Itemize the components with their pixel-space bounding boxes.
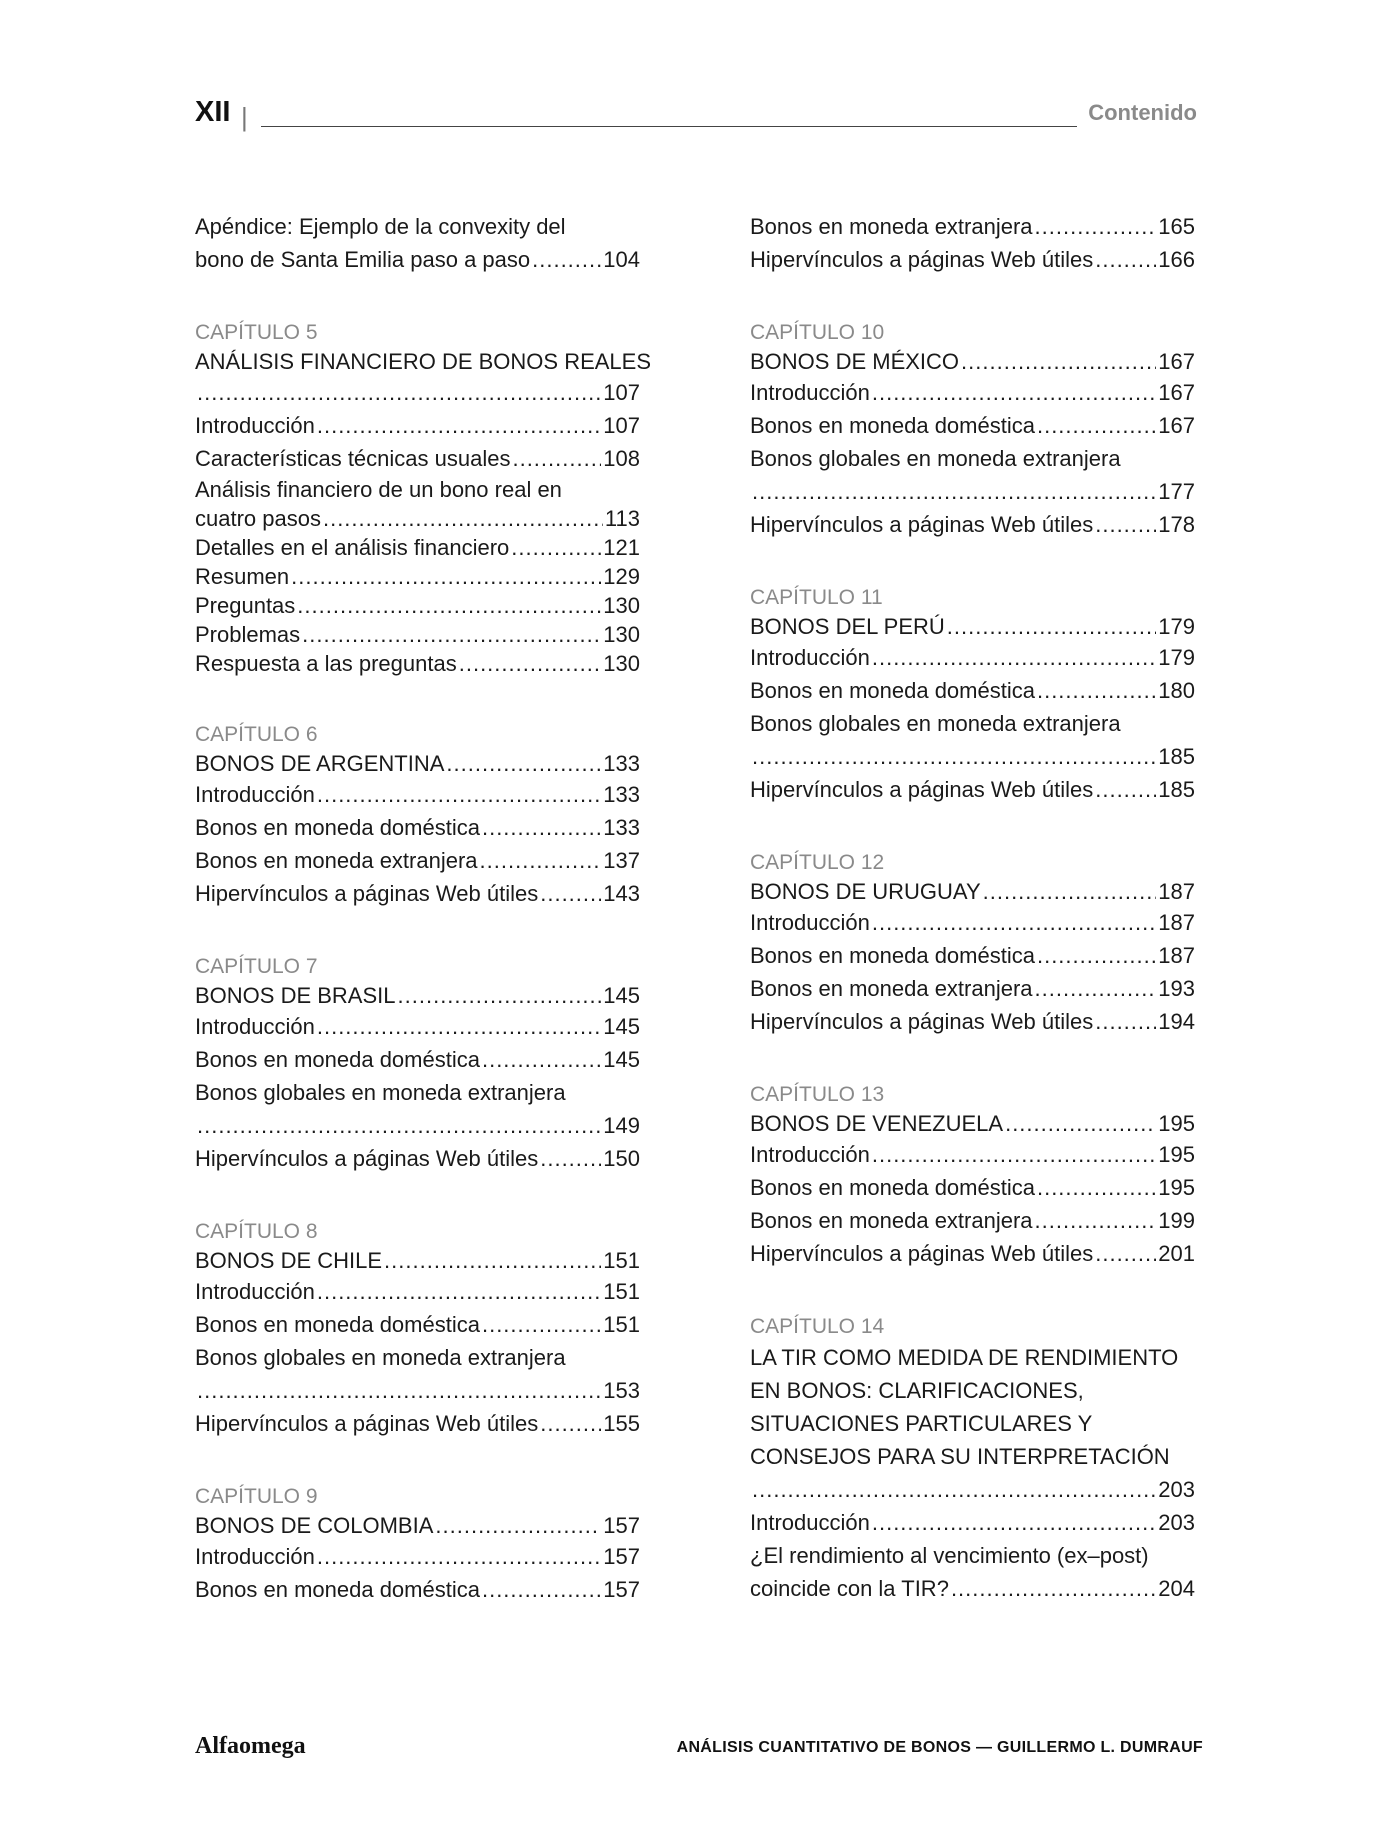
toc-entry[interactable] bbox=[195, 778, 640, 811]
entry-page: 153 bbox=[603, 1378, 640, 1403]
entry-title: Bonos en moneda doméstica bbox=[750, 943, 1035, 968]
dot-leader bbox=[872, 376, 1156, 409]
toc-block-chapter-14 bbox=[750, 1313, 1195, 1605]
toc-block-chapter-10 bbox=[750, 319, 1195, 541]
toc-block-chapter-9 bbox=[195, 1483, 640, 1606]
toc-entry[interactable] bbox=[750, 243, 1195, 276]
entry-page: 166 bbox=[1158, 247, 1195, 272]
entry-page: 185 bbox=[1158, 744, 1195, 769]
entry-title: Bonos en moneda extranjera bbox=[750, 1208, 1033, 1233]
entry-page: 137 bbox=[603, 848, 640, 873]
dot-leader bbox=[872, 641, 1156, 674]
entry-title: Bonos en moneda doméstica bbox=[750, 1175, 1035, 1200]
dot-leader bbox=[446, 749, 601, 778]
dot-leader bbox=[317, 778, 601, 811]
toc-entry[interactable] bbox=[195, 1275, 640, 1308]
chapter-label: CAPÍTULO 12 bbox=[750, 851, 885, 874]
entry-page: 104 bbox=[603, 247, 640, 272]
entry-page: 195 bbox=[1158, 1111, 1195, 1136]
entry-title: Introducción bbox=[195, 1544, 315, 1569]
entry-page: 187 bbox=[1158, 910, 1195, 935]
toc-entry[interactable] bbox=[195, 1540, 640, 1573]
toc-entry[interactable] bbox=[195, 1511, 640, 1540]
toc-entry[interactable] bbox=[750, 409, 1195, 442]
entry-page: 121 bbox=[603, 535, 640, 560]
chapter-title: CONSEJOS PARA SU INTERPRETACIÓN bbox=[750, 1444, 1170, 1469]
toc-entry[interactable] bbox=[750, 1572, 1195, 1605]
entry-title: Introducción bbox=[195, 1279, 315, 1304]
dot-leader bbox=[947, 612, 1156, 641]
header-rule bbox=[261, 126, 1077, 127]
toc-block-chapter-8 bbox=[195, 1218, 640, 1440]
dot-leader bbox=[1035, 1204, 1157, 1237]
entry-page: 187 bbox=[1158, 879, 1195, 904]
toc-entry[interactable] bbox=[195, 811, 640, 844]
entry-title: Preguntas bbox=[195, 593, 296, 618]
entry-page: 157 bbox=[603, 1513, 640, 1538]
chapter-label: CAPÍTULO 13 bbox=[750, 1083, 885, 1106]
dot-leader bbox=[317, 1540, 601, 1573]
toc-block-continued bbox=[750, 210, 1195, 276]
entry-page: 193 bbox=[1158, 976, 1195, 1001]
dot-leader bbox=[197, 1109, 601, 1142]
entry-title: cuatro pasos bbox=[195, 506, 321, 531]
chapter-label: CAPÍTULO 5 bbox=[195, 321, 318, 344]
entry-page: 178 bbox=[1158, 512, 1195, 537]
toc-entry[interactable] bbox=[750, 906, 1195, 939]
entry-title: Bonos en moneda extranjera bbox=[195, 848, 478, 873]
book-title-footer: ANÁLISIS CUANTITATIVO DE BONOS — GUILLERMO L. DUMRAUF bbox=[676, 1739, 1203, 1756]
dot-leader bbox=[540, 1142, 601, 1175]
dot-leader bbox=[323, 504, 603, 533]
entry-title: BONOS DE CHILE bbox=[195, 1248, 383, 1273]
toc-entry[interactable] bbox=[195, 1407, 640, 1440]
entry-title: Hipervínculos a páginas Web útiles bbox=[750, 247, 1094, 272]
entry-title: BONOS DE COLOMBIA bbox=[195, 1513, 434, 1538]
dot-leader bbox=[872, 1506, 1156, 1539]
entry-title: Hipervínculos a páginas Web útiles bbox=[195, 881, 539, 906]
entry-page: 151 bbox=[603, 1312, 640, 1337]
entry-page: 149 bbox=[603, 1113, 640, 1138]
dot-leader bbox=[540, 1407, 601, 1440]
entry-page: 150 bbox=[603, 1146, 640, 1171]
toc-entry[interactable] bbox=[195, 1043, 640, 1076]
entry-title: bono de Santa Emilia paso a paso bbox=[195, 247, 531, 272]
toc-line: Apéndice: Ejemplo de la convexity del bbox=[195, 214, 566, 239]
entry-page: 177 bbox=[1158, 479, 1195, 504]
toc-entry[interactable] bbox=[750, 1171, 1195, 1204]
toc-entry[interactable] bbox=[750, 1237, 1195, 1270]
toc-block-appendix bbox=[195, 210, 640, 276]
entry-page: 157 bbox=[603, 1577, 640, 1602]
chapter-title: LA TIR COMO MEDIDA DE RENDIMIENTO bbox=[750, 1345, 1179, 1370]
dot-leader bbox=[317, 1010, 601, 1043]
dot-leader bbox=[482, 1573, 601, 1606]
toc-entry[interactable] bbox=[195, 243, 640, 276]
toc-entry[interactable] bbox=[195, 620, 640, 649]
dot-leader bbox=[512, 442, 601, 475]
toc-entry[interactable] bbox=[195, 649, 640, 678]
entry-title: Bonos en moneda doméstica bbox=[750, 678, 1035, 703]
entry-title: Introducción bbox=[750, 380, 870, 405]
entry-page: 180 bbox=[1158, 678, 1195, 703]
dot-leader bbox=[317, 1275, 601, 1308]
toc-block-chapter-7 bbox=[195, 953, 640, 1175]
entry-page: 133 bbox=[603, 751, 640, 776]
dot-leader bbox=[291, 562, 601, 591]
toc-entry[interactable] bbox=[195, 1109, 640, 1142]
entry-title: BONOS DE BRASIL bbox=[195, 983, 396, 1008]
dot-leader bbox=[961, 347, 1156, 376]
entry-title: Hipervínculos a páginas Web útiles bbox=[750, 777, 1094, 802]
dot-leader bbox=[1095, 1005, 1156, 1038]
toc-entry[interactable] bbox=[195, 844, 640, 877]
publisher-name: Alfaomega bbox=[195, 1733, 306, 1759]
entry-title: Introducción bbox=[195, 413, 315, 438]
dot-leader bbox=[482, 1308, 601, 1341]
toc-left-column bbox=[195, 210, 652, 1649]
entry-title: BONOS DE URUGUAY bbox=[750, 879, 981, 904]
toc-entry[interactable] bbox=[750, 1109, 1195, 1138]
entry-page: 203 bbox=[1158, 1510, 1195, 1535]
toc-entry[interactable] bbox=[750, 1506, 1195, 1539]
toc-entry[interactable] bbox=[195, 1573, 640, 1606]
entry-page: 145 bbox=[603, 1047, 640, 1072]
entry-page: 145 bbox=[603, 983, 640, 1008]
toc-entry[interactable] bbox=[195, 442, 640, 475]
entry-page: 199 bbox=[1158, 1208, 1195, 1233]
dot-leader bbox=[197, 1374, 601, 1407]
dot-leader bbox=[1095, 1237, 1156, 1270]
toc-entry[interactable] bbox=[750, 641, 1195, 674]
toc-line: Bonos globales en moneda extranjera bbox=[750, 711, 1121, 736]
entry-title: Bonos en moneda doméstica bbox=[195, 1577, 480, 1602]
toc-block-chapter-11 bbox=[750, 584, 1195, 806]
entry-title: Hipervínculos a páginas Web útiles bbox=[195, 1411, 539, 1436]
entry-page: 201 bbox=[1158, 1241, 1195, 1266]
dot-leader bbox=[511, 533, 601, 562]
toc-entry[interactable] bbox=[750, 475, 1195, 508]
chapter-label: CAPÍTULO 11 bbox=[750, 586, 883, 609]
toc-line: Bonos globales en moneda extranjera bbox=[195, 1345, 566, 1370]
dot-leader bbox=[317, 409, 601, 442]
entry-page: 107 bbox=[603, 380, 640, 405]
toc-entry[interactable] bbox=[195, 877, 640, 910]
toc-entry[interactable] bbox=[750, 347, 1195, 376]
entry-title: Introducción bbox=[750, 910, 870, 935]
entry-page: 185 bbox=[1158, 777, 1195, 802]
dot-leader bbox=[752, 740, 1156, 773]
toc-block-chapter-12 bbox=[750, 849, 1195, 1038]
toc-entry[interactable] bbox=[195, 1010, 640, 1043]
dot-leader bbox=[1095, 243, 1156, 276]
dot-leader bbox=[540, 877, 601, 910]
toc-block-chapter-5 bbox=[195, 319, 652, 678]
entry-page: 167 bbox=[1158, 349, 1195, 374]
toc-right-column bbox=[750, 210, 1195, 1648]
dot-leader bbox=[532, 243, 601, 276]
entry-title: Bonos en moneda doméstica bbox=[195, 1047, 480, 1072]
toc-entry[interactable] bbox=[750, 1204, 1195, 1237]
dot-leader bbox=[459, 649, 602, 678]
dot-leader bbox=[872, 1138, 1156, 1171]
toc-entry[interactable] bbox=[195, 562, 640, 591]
entry-page: 151 bbox=[603, 1279, 640, 1304]
dot-leader bbox=[983, 877, 1157, 906]
entry-title: Detalles en el análisis financiero bbox=[195, 535, 510, 560]
toc-entry[interactable] bbox=[195, 1246, 640, 1275]
chapter-title: SITUACIONES PARTICULARES Y bbox=[750, 1411, 1093, 1436]
dot-leader bbox=[384, 1246, 601, 1275]
toc-line: Análisis financiero de un bono real en bbox=[195, 477, 562, 502]
dot-leader bbox=[482, 811, 601, 844]
entry-page: 130 bbox=[603, 651, 640, 676]
entry-title: Bonos en moneda extranjera bbox=[750, 214, 1033, 239]
entry-page: 113 bbox=[604, 506, 640, 531]
entry-page: 194 bbox=[1158, 1009, 1195, 1034]
dot-leader bbox=[398, 981, 602, 1010]
chapter-label: CAPÍTULO 7 bbox=[195, 955, 318, 978]
entry-page: 107 bbox=[603, 413, 640, 438]
entry-title: Hipervínculos a páginas Web útiles bbox=[195, 1146, 539, 1171]
entry-page: 187 bbox=[1158, 943, 1195, 968]
toc-entry[interactable] bbox=[195, 1142, 640, 1175]
toc-line: ¿El rendimiento al vencimiento (ex–post) bbox=[750, 1543, 1149, 1568]
toc-entry[interactable] bbox=[750, 1473, 1195, 1506]
chapter-title: EN BONOS: CLARIFICACIONES, bbox=[750, 1378, 1084, 1403]
dot-leader bbox=[482, 1043, 601, 1076]
chapter-label: CAPÍTULO 10 bbox=[750, 321, 885, 344]
dot-leader bbox=[1005, 1109, 1156, 1138]
entry-page: 130 bbox=[603, 622, 640, 647]
toc-entry[interactable] bbox=[195, 504, 640, 533]
toc-line: Bonos globales en moneda extranjera bbox=[750, 446, 1121, 471]
entry-page: 195 bbox=[1158, 1142, 1195, 1167]
entry-title: BONOS DE VENEZUELA bbox=[750, 1111, 1004, 1136]
entry-title: Hipervínculos a páginas Web útiles bbox=[750, 1241, 1094, 1266]
toc-entry[interactable] bbox=[750, 740, 1195, 773]
toc-entry[interactable] bbox=[195, 376, 640, 409]
entry-title: Bonos en moneda extranjera bbox=[750, 976, 1033, 1001]
dot-leader bbox=[872, 906, 1156, 939]
entry-page: 179 bbox=[1158, 614, 1195, 639]
toc-entry[interactable] bbox=[750, 773, 1195, 806]
dot-leader bbox=[752, 475, 1156, 508]
dot-leader bbox=[951, 1572, 1156, 1605]
entry-title: Bonos en moneda doméstica bbox=[195, 1312, 480, 1337]
entry-page: 165 bbox=[1158, 214, 1195, 239]
dot-leader bbox=[297, 591, 601, 620]
dot-leader bbox=[1095, 508, 1156, 541]
entry-title: Introducción bbox=[195, 782, 315, 807]
entry-title: coincide con la TIR? bbox=[750, 1576, 949, 1601]
entry-page: 145 bbox=[603, 1014, 640, 1039]
toc-line: Bonos globales en moneda extranjera bbox=[195, 1080, 566, 1105]
chapter-title: ANÁLISIS FINANCIERO DE BONOS REALES bbox=[195, 349, 652, 374]
toc-entry[interactable] bbox=[750, 1138, 1195, 1171]
entry-page: 108 bbox=[603, 446, 640, 471]
toc-entry[interactable] bbox=[195, 533, 640, 562]
entry-title: Problemas bbox=[195, 622, 301, 647]
toc-entry[interactable] bbox=[195, 981, 640, 1010]
entry-page: 133 bbox=[603, 782, 640, 807]
toc-entry[interactable] bbox=[750, 972, 1195, 1005]
entry-page: 167 bbox=[1158, 413, 1195, 438]
dot-leader bbox=[302, 620, 601, 649]
chapter-label: CAPÍTULO 14 bbox=[750, 1315, 885, 1338]
toc-entry[interactable] bbox=[750, 508, 1195, 541]
toc-entry[interactable] bbox=[750, 376, 1195, 409]
entry-title: Bonos en moneda doméstica bbox=[195, 815, 480, 840]
entry-title: BONOS DE MÉXICO bbox=[750, 349, 960, 374]
entry-title: Introducción bbox=[195, 1014, 315, 1039]
entry-page: 167 bbox=[1158, 380, 1195, 405]
dot-leader bbox=[1037, 1171, 1156, 1204]
entry-title: BONOS DE ARGENTINA bbox=[195, 751, 445, 776]
toc-entry[interactable] bbox=[195, 591, 640, 620]
chapter-label: CAPÍTULO 9 bbox=[195, 1485, 318, 1508]
entry-page: 179 bbox=[1158, 645, 1195, 670]
toc-entry[interactable] bbox=[195, 749, 640, 778]
page-header bbox=[195, 96, 1197, 136]
entry-title: Introducción bbox=[750, 1142, 870, 1167]
entry-page: 157 bbox=[603, 1544, 640, 1569]
toc-entry[interactable] bbox=[750, 939, 1195, 972]
entry-title: Respuesta a las preguntas bbox=[195, 651, 457, 676]
toc-entry[interactable] bbox=[750, 877, 1195, 906]
entry-page: 151 bbox=[603, 1248, 640, 1273]
entry-title: Características técnicas usuales bbox=[195, 446, 511, 471]
entry-page: 133 bbox=[603, 815, 640, 840]
dot-leader bbox=[752, 1473, 1156, 1506]
toc-entry[interactable] bbox=[195, 409, 640, 442]
entry-title: Introducción bbox=[750, 645, 870, 670]
dot-leader bbox=[1095, 773, 1156, 806]
entry-title: Hipervínculos a páginas Web útiles bbox=[750, 512, 1094, 537]
toc-entry[interactable] bbox=[750, 612, 1195, 641]
entry-title: Resumen bbox=[195, 564, 290, 589]
chapter-label: CAPÍTULO 8 bbox=[195, 1220, 318, 1243]
toc-entry[interactable] bbox=[195, 1308, 640, 1341]
entry-title: BONOS DEL PERÚ bbox=[750, 614, 945, 639]
entry-page: 195 bbox=[1158, 1175, 1195, 1200]
entry-page: 130 bbox=[603, 593, 640, 618]
dot-leader bbox=[1037, 674, 1156, 707]
page-number: XII bbox=[195, 96, 231, 128]
header-separator: | bbox=[241, 102, 248, 132]
dot-leader bbox=[435, 1511, 601, 1540]
entry-page: 204 bbox=[1158, 1576, 1195, 1601]
toc-entry[interactable] bbox=[750, 674, 1195, 707]
toc-entry[interactable] bbox=[750, 210, 1195, 243]
toc-entry[interactable] bbox=[750, 1005, 1195, 1038]
entry-title: Bonos en moneda doméstica bbox=[750, 413, 1035, 438]
entry-title: Introducción bbox=[750, 1510, 870, 1535]
dot-leader bbox=[1037, 409, 1156, 442]
section-title: Contenido bbox=[1088, 100, 1197, 125]
dot-leader bbox=[1037, 939, 1156, 972]
dot-leader bbox=[197, 376, 601, 409]
toc-block-chapter-13 bbox=[750, 1081, 1195, 1270]
dot-leader bbox=[480, 844, 602, 877]
entry-page: 143 bbox=[603, 881, 640, 906]
chapter-label: CAPÍTULO 6 bbox=[195, 723, 318, 746]
toc-entry[interactable] bbox=[195, 1374, 640, 1407]
entry-page: 129 bbox=[603, 564, 640, 589]
entry-page: 155 bbox=[603, 1411, 640, 1436]
entry-title: Hipervínculos a páginas Web útiles bbox=[750, 1009, 1094, 1034]
dot-leader bbox=[1035, 210, 1157, 243]
entry-page: 203 bbox=[1158, 1477, 1195, 1502]
toc-block-chapter-6 bbox=[195, 721, 640, 910]
dot-leader bbox=[1035, 972, 1157, 1005]
